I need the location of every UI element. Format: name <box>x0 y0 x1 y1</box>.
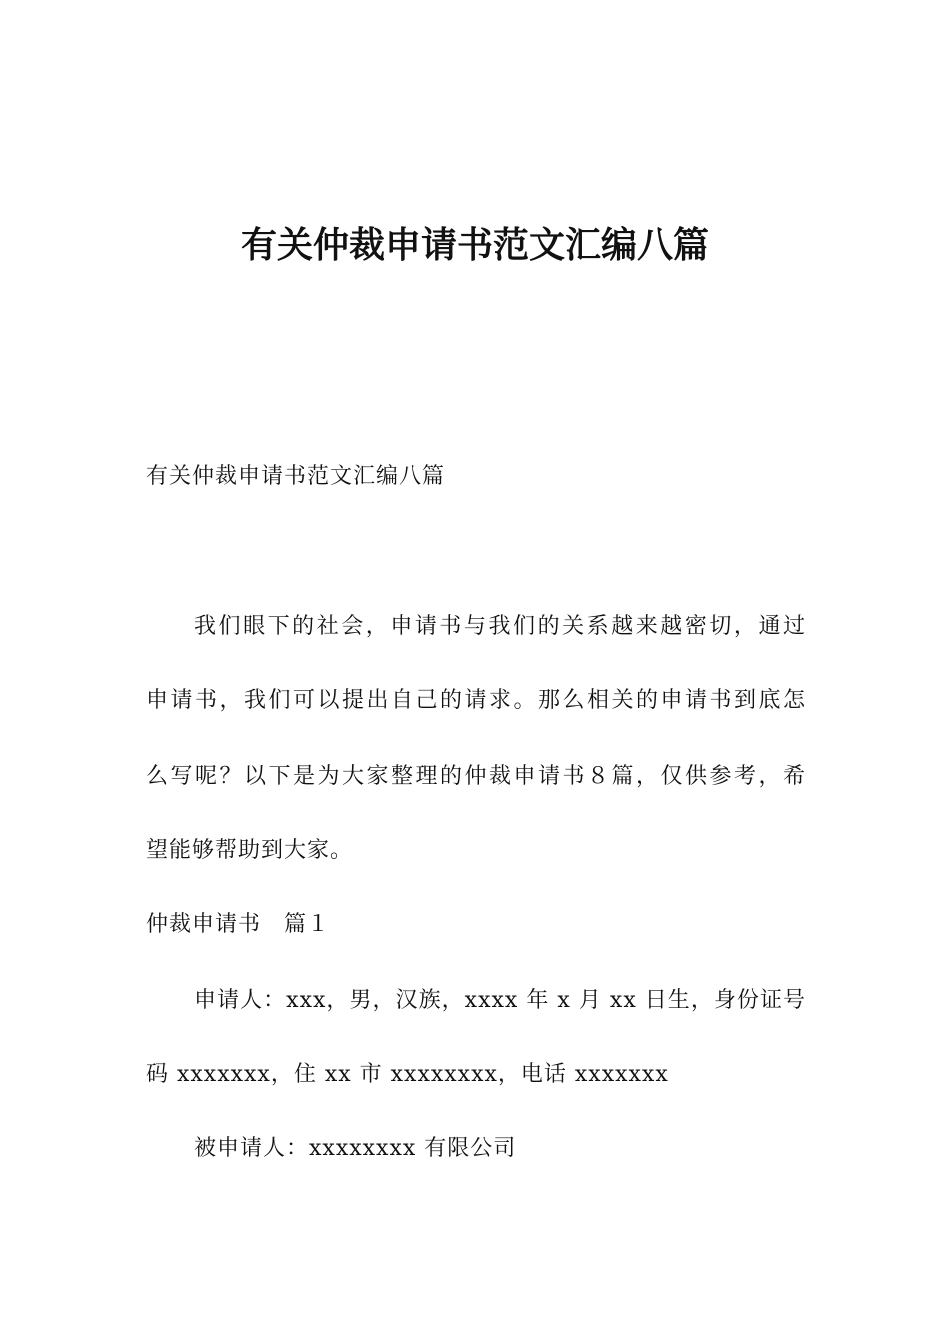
document-subtitle: 有关仲裁申请书范文汇编八篇 <box>146 464 446 489</box>
applicant-line-2: 码 xxxxxxx，住 xx 市 xxxxxxxx，电话 xxxxxxx <box>146 1062 669 1087</box>
document-title: 有关仲裁申请书范文汇编八篇 <box>240 225 709 266</box>
intro-line-1: 我们眼下的社会，申请书与我们的关系越来越密切，通过 <box>194 614 806 639</box>
applicant-line-1: 申请人：xxx，男，汉族，xxxx 年 x 月 xx 日生，身份证号 <box>194 988 806 1013</box>
intro-line-3: 么写呢？以下是为大家整理的仲裁申请书８篇，仅供参考，希 <box>146 764 806 789</box>
section-heading: 仲裁申请书 篇１ <box>146 912 331 937</box>
respondent-line: 被申请人：xxxxxxxx 有限公司 <box>194 1136 517 1161</box>
intro-line-2: 申请书，我们可以提出自己的请求。那么相关的申请书到底怎 <box>146 688 806 713</box>
intro-line-4: 望能够帮助到大家。 <box>146 838 354 863</box>
